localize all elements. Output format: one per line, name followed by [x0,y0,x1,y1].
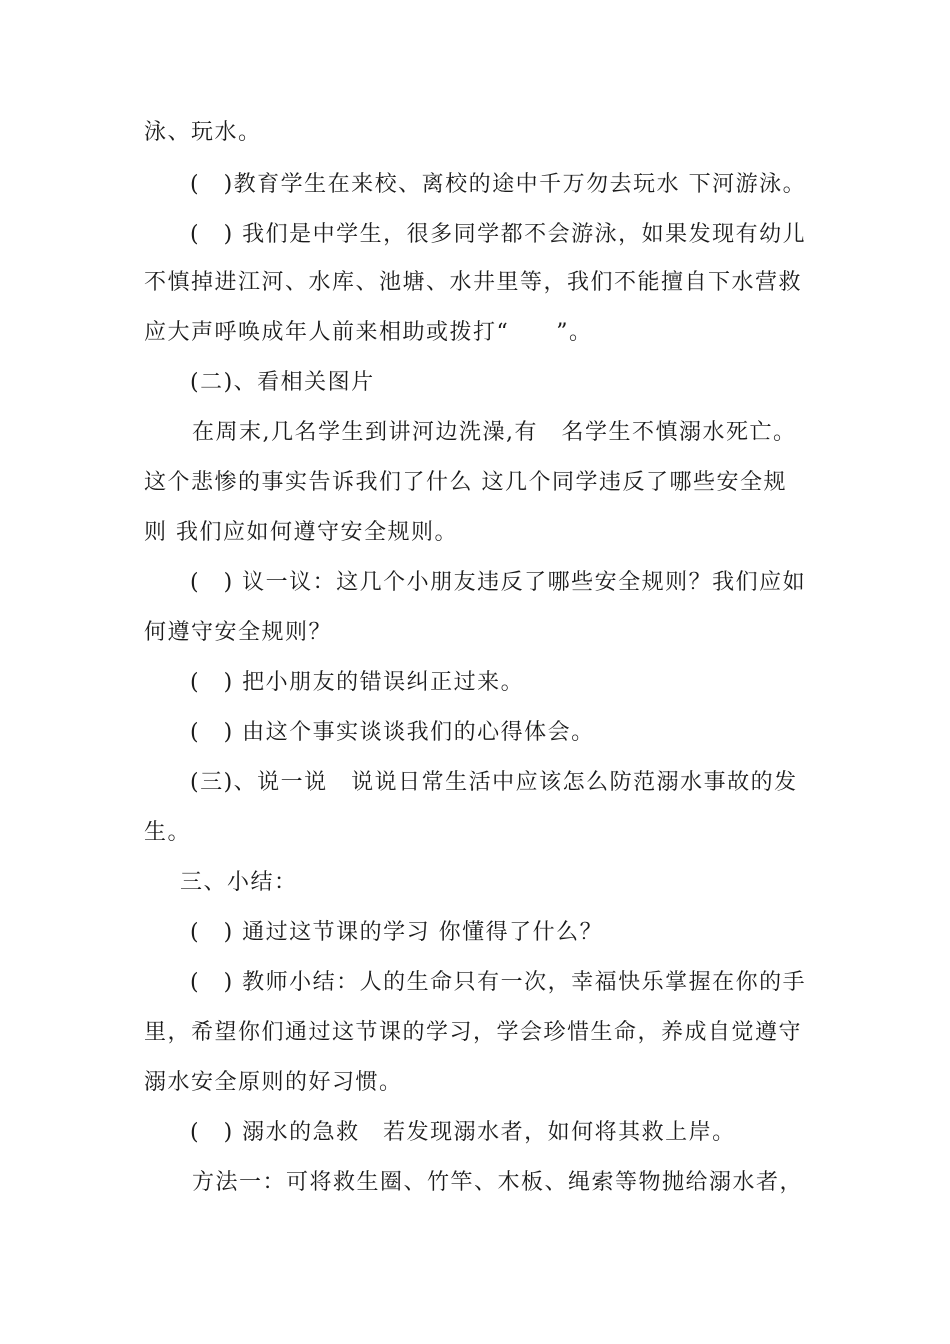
section-heading: (三)、说一说 说说日常生活中应该怎么防范溺水事故的发 [190,770,798,795]
text-line: ( ) 教师小结：人的生命只有一次，幸福快乐掌握在你的手 [190,970,807,995]
section-heading: (二)、看相关图片 [190,370,375,395]
text-line: 何遵守安全规则？ [144,620,333,645]
text-line: ( ) 我们是中学生，很多同学都不会游泳，如果发现有幼儿 [190,222,807,247]
text-line: ( )教育学生在来校、离校的途中千万勿去玩水 下河游泳。 [190,172,807,197]
text-line: ( ) 溺水的急救 若发现溺水者，如何将其救上岸。 [190,1120,736,1145]
text-line: 应大声呼唤成年人前来相助或拨打“ ”。 [144,320,593,345]
text-line: 里，希望你们通过这节课的学习，学会珍惜生命，养成自觉遵守 [144,1020,803,1045]
section-heading: 三、小结： [180,870,298,895]
text-line: 在周末,几名学生到讲河边洗澡,有 名学生不慎溺水死亡。 [192,420,797,445]
text-line: ( ) 议一议：这几个小朋友违反了哪些安全规则？我们应如 [190,570,807,595]
text-line: 这个悲惨的事实告诉我们了什么 这几个同学违反了哪些安全规 [144,470,787,495]
text-line: 方法一：可将救生圈、竹竿、木板、绳索等物抛给溺水者， [192,1170,804,1195]
text-line: 生。 [144,820,192,845]
text-line: 不慎掉进江河、水库、池塘、水井里等，我们不能擅自下水营救 [144,270,803,295]
text-line: ( ) 把小朋友的错误纠正过来。 [190,670,525,695]
text-line: 则 我们应如何遵守安全规则。 [144,520,458,545]
text-line: 泳、玩水。 [144,120,262,145]
text-line: 溺水安全原则的好习惯。 [144,1070,403,1095]
text-line: ( ) 通过这节课的学习 你懂得了什么？ [190,920,604,945]
text-line: ( ) 由这个事实谈谈我们的心得体会。 [190,720,595,745]
